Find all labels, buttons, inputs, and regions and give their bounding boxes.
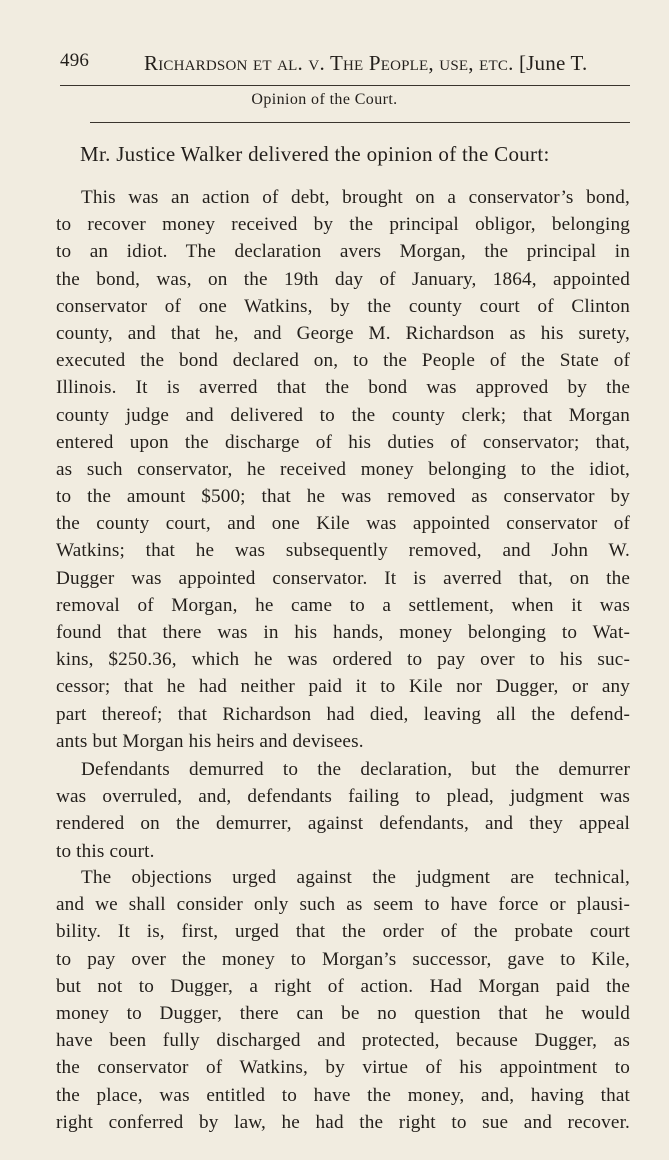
- text-line: the county court, and one Kile was appointed conservator of: [56, 513, 630, 535]
- text-line: found that there was in his hands, money belonging to Wat-: [56, 622, 630, 643]
- paragraph-2: [56, 756, 630, 865]
- section-heading-text: Opinion of the Court.: [251, 91, 398, 108]
- text-line: Illinois. It is averred that the bond was approved by the: [56, 377, 630, 399]
- text-line: to the amount $500; that he was removed as conservator by: [56, 486, 630, 508]
- text-line: executed the bond declared on, to the People of the State of: [56, 350, 630, 372]
- text-line: money to Dugger, there can be no question that he would: [56, 1002, 630, 1024]
- text-line: Defendants demurred to the declaration, but the demurrer: [81, 759, 630, 780]
- page-number: 496: [60, 50, 90, 71]
- text-line: county, and that he, and George M. Richardson as his surety,: [56, 322, 630, 344]
- text-line: removal of Morgan, he came to a settlement, when it was: [56, 594, 630, 616]
- case-title-text: Richardson et al. v. The People, use, etc.: [144, 51, 514, 75]
- text-line: rendered on the demurrer, against defendants, and they appeal: [56, 813, 630, 835]
- text-line: Dugger was appointed conservator. It is averred that, on the: [56, 567, 630, 589]
- paragraph-3: [56, 864, 630, 1136]
- text-line: county judge and delivered to the county clerk; that Morgan: [56, 404, 630, 426]
- text-line: the conservator of Watkins, by virtue of his appointment to: [56, 1057, 630, 1079]
- text-line: to an idiot. The declaration avers Morgan, the principal in: [56, 241, 630, 263]
- text-line: kins, $250.36, which he was ordered to pay over to his suc-: [56, 649, 630, 671]
- term-label: [June T.: [518, 51, 588, 75]
- section-rule: [90, 122, 630, 123]
- text-line: have been fully discharged and protected, because Dugger, as: [56, 1030, 630, 1052]
- case-title: [144, 51, 587, 76]
- running-head: [60, 44, 640, 78]
- paragraph-1: [56, 184, 630, 755]
- text-line: conservator of one Watkins, by the county court of Clinton: [56, 295, 630, 317]
- text-line: the place, was entitled to have the money, and, having that: [56, 1084, 630, 1106]
- text-line: right conferred by law, he had the right to sue and recover.: [56, 1111, 630, 1133]
- text-line: part thereof; that Richardson had died, leaving all the defend-: [56, 703, 630, 725]
- text-line: to this court.: [56, 840, 155, 862]
- opening-line: Mr. Justice Walker delivered the opinion of the Court:: [80, 142, 550, 166]
- text-line: the bond, was, on the 19th day of January, 1864, appointed: [56, 268, 630, 290]
- text-line: The objections urged against the judgment are technical,: [81, 867, 630, 888]
- text-line: ants but Morgan his heirs and devisees.: [56, 730, 364, 752]
- text-line: This was an action of debt, brought on a conservator’s bond,: [81, 187, 630, 208]
- text-line: cessor; that he had neither paid it to Kile nor Dugger, or any: [56, 676, 630, 698]
- text-line: bility. It is, first, urged that the order of the probate court: [56, 921, 630, 943]
- section-heading: [0, 91, 669, 109]
- text-line: but not to Dugger, a right of action. Had Morgan paid the: [56, 975, 630, 997]
- text-line: to pay over the money to Morgan’s successor, gave to Kile,: [56, 948, 630, 970]
- text-line: to recover money received by the principal obligor, belonging: [56, 214, 630, 236]
- text-line: entered upon the discharge of his duties of conservator; that,: [56, 431, 630, 453]
- text-line: as such conservator, he received money belonging to the idiot,: [56, 458, 630, 480]
- text-line: Watkins; that he was subsequently removed, and John W.: [56, 540, 630, 562]
- text-line: and we shall consider only such as seem to have force or plausi-: [56, 894, 630, 916]
- text-line: was overruled, and, defendants failing to plead, judgment was: [56, 786, 630, 808]
- header-rule: [60, 85, 630, 86]
